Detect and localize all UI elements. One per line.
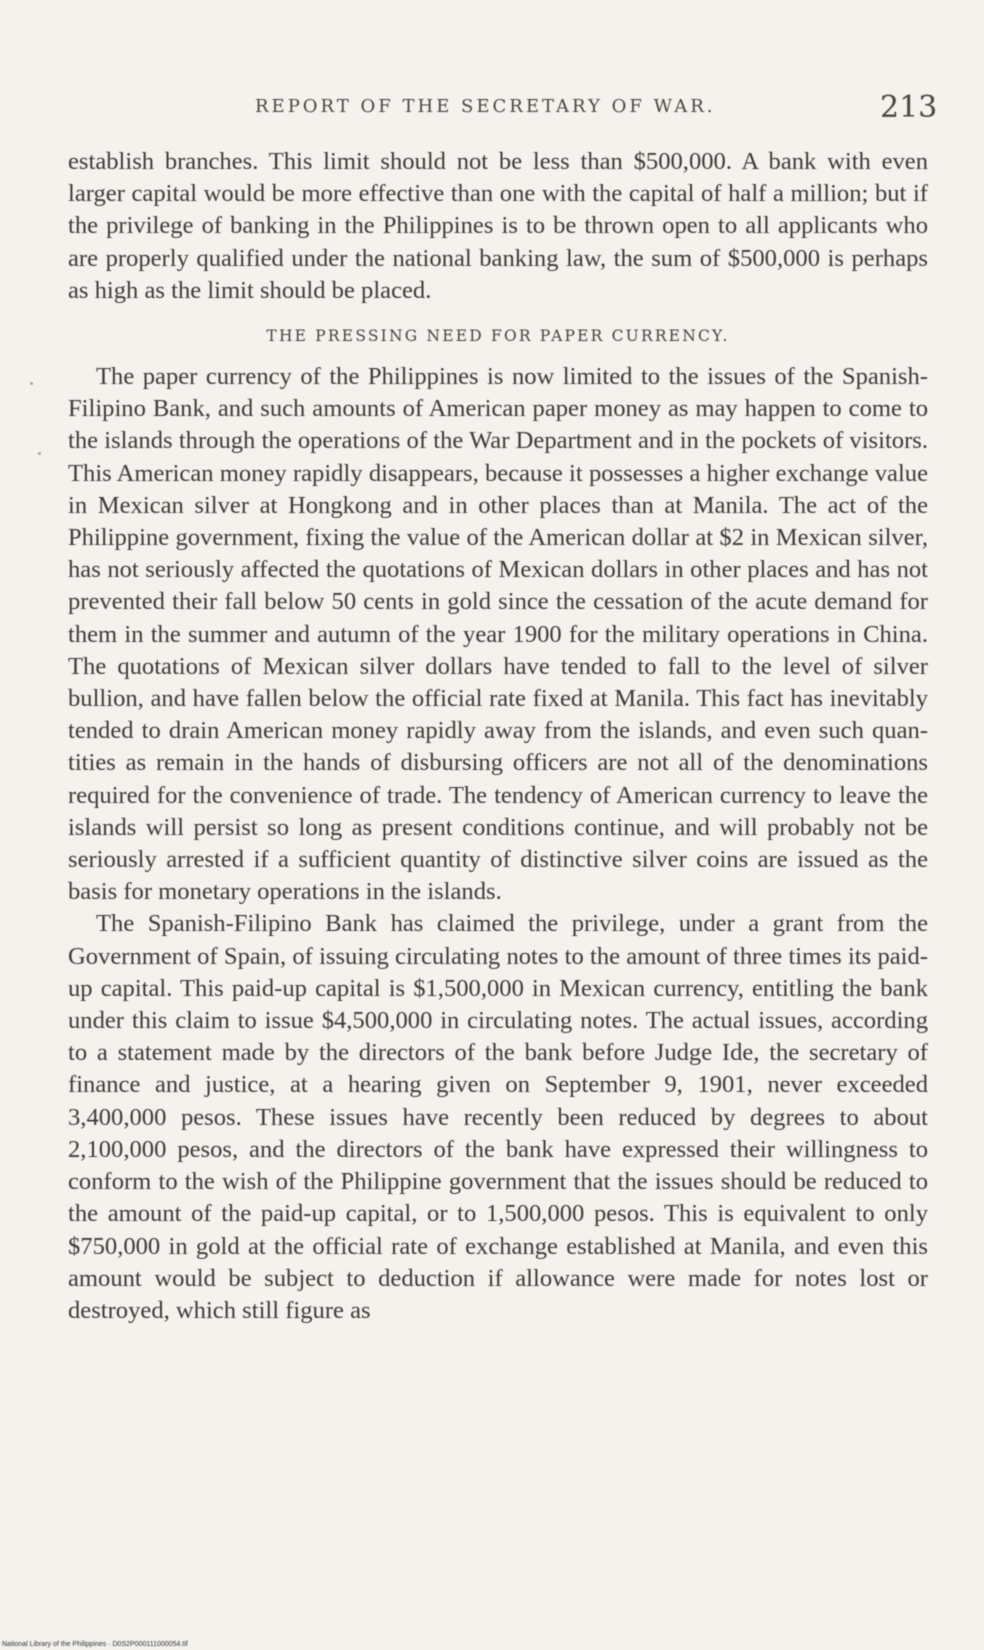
paragraph-3: The Spanish-Filipino Bank has claimed the privilege, under a grant from the Government of Spain, of issuing circulating notes to the amount of three times its paid-up capital. This paid-up capital is $1,500,000 in Mexican currency, entitling the bank under this claim to issue $4,500,000 in circulating notes. The actual issues, according to a statement made by the directors of the bank before Judge Ide, the secretary of finance and justice, at a hearing given on September 9, 1901, never exceeded 3,400,000 pesos. These issues have recently been reduced by degrees to about 2,100,000 pesos, and the directors of the bank have expressed their willingness to conform to the wish of the Philippine government that the issues should be reduced to the amount of the paid-up capital, or to 1,500,000 pesos. This is equivalent to only $750,000 in gold at the official rate of exchange established at Manila, and even this amount would be subject to deduction if allowance were made for notes lost or destroyed, which still figure as	[68, 910, 928, 1324]
running-title: REPORT OF THE SECRETARY OF WAR.	[255, 96, 716, 117]
paper-speck	[38, 452, 41, 455]
page-number: 213	[880, 90, 938, 125]
paper-speck	[30, 382, 33, 385]
page-header	[0, 90, 984, 132]
scan-credit: National Library of the Philippines · D0S2P000111000054.tif	[2, 1641, 188, 1648]
paragraph-2: The paper currency of the Philippines is now limited to the issues of the Spanish-Filipino Bank, and such amounts of American paper money as may happen to come to the islands through the operations of the War Department and in the pockets of visitors. This American money rapidly disappears, because it possesses a higher exchange value in Mexican silver at Hongkong and in other places than at Manila. The act of the Philippine government, fixing the value of the American dollar at $2 in Mexican silver, has not seriously affected the quotations of Mexican dollars in other places and has not prevented their fall below 50 cents in gold since the cessation of the acute demand for them in the summer and autumn of the year 1900 for the military operations in China. The quotations of Mexican silver dollars have tended to fall to the level of silver bullion, and have fallen below the official rate fixed at Manila. This fact has inevitably tended to drain American money rapidly away from the islands, and even such quantities as remain in the hands of disbursing officers are not all of the denominations required for the convenience of trade. The tendency of American currency to leave the islands will persist so long as present conditions continue, and will probably not be seriously arrested if a sufficient quantity of distinctive silver coins are issued as the basis for monetary operations in the islands.	[68, 363, 928, 906]
body-text	[68, 146, 928, 1327]
paragraph-1: establish branches. This limit should not be less than $500,000. A bank with even larger capital would be more effective than one with the capital of half a million; but if the privilege of banking in the Philippines is to be thrown open to all applicants who are properly qualified under the national banking law, the sum of $500,000 is perhaps as high as the limit should be placed.	[68, 148, 928, 304]
section-heading: THE PRESSING NEED FOR PAPER CURRENCY.	[266, 327, 730, 346]
